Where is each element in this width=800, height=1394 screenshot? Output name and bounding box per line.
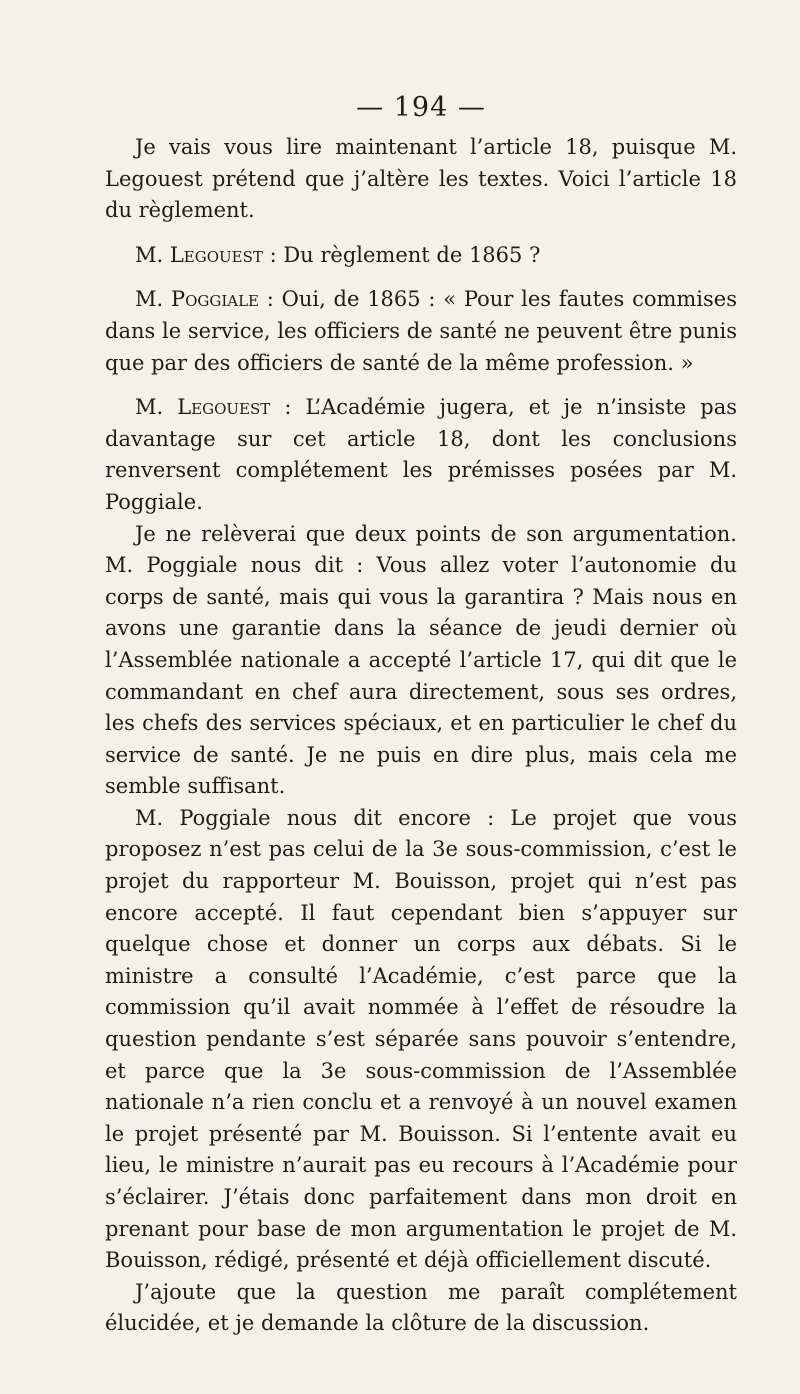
speaker-legouest-2: M. Legouest : [135,395,306,420]
paragraph-6-text: M. Poggiale nous dit encore : Le projet que vous proposez n’est pas celui de la 3e sous-commission, c’est le projet du rapporteur M. Bouisson, projet qui n’est pas encore accepté. Il faut cependant bien s’appuyer sur quelque chose et donner un corps aux débats. Si le ministre a consulté l’Académie, c’est parce que la commission qu’il avait nommée à l’effet de résoudre la question pendante s’est séparée sans pouvoir s’entendre, et parce que la 3e sous-commission de l’Assemblée nationale n’a rien conclu et a renvoyé à un nouvel examen le projet présenté par M. Bouisson. Si l’entente avait eu lieu, le ministre n’aurait pas eu recours à l’Académie pour s’éclairer. J’étais donc parfaitement dans mon droit en prenant pour base de mon argumentation le projet de M. Bouisson, rédigé, présenté et déjà officiellement discuté. [105,805,737,1273]
paragraph-2 [105,240,737,272]
paragraph-6 [105,803,737,1277]
paragraph-7 [105,1277,737,1340]
paragraph-3-text: Oui, de 1865 : « Pour les fautes commises dans le service, les officiers de santé ne peuvent être punis que par des officiers de santé de la même profession. » [105,287,737,375]
paragraph-5-text: Je ne relèverai que deux points de son argumentation. M. Poggiale nous dit : Vous allez voter l’autonomie du corps de santé, mais qui vous la garantira ? Mais nous en avons une garantie dans la séance de jeudi dernier où l’Assemblée nationale a accepté l’article 17, qui dit que le commandant en chef aura directement, sous ses ordres, les chefs des services spéciaux, et en particulier le chef du service de santé. Je ne puis en dire plus, mais cela me semble suffisant. [105,521,737,799]
paragraph-7-text: J’ajoute que la question me paraît complétement élucidée, et je demande la clôture de la discussion. [105,1279,737,1336]
paragraph-1-text: Je vais vous lire maintenant l’article 18, puisque M. Legouest prétend que j’altère les textes. Voici l’article 18 du règlement. [105,135,737,223]
paragraph-4-text: L’Académie jugera, et je n’insiste pas davantage sur cet article 18, dont les conclusions renversent complétement les prémisses posées par M. Poggiale. [105,395,737,514]
paragraph-4 [105,392,737,518]
paragraph-1 [105,132,737,227]
speaker-poggiale: M. Poggiale : [135,287,282,312]
paragraph-2-text: Du règlement de 1865 ? [283,242,541,267]
paragraph-3 [105,284,737,379]
document-page [105,88,737,1340]
page-number: — 194 — [356,92,486,123]
paragraph-5 [105,519,737,803]
speaker-legouest: M. Legouest : [135,242,284,267]
